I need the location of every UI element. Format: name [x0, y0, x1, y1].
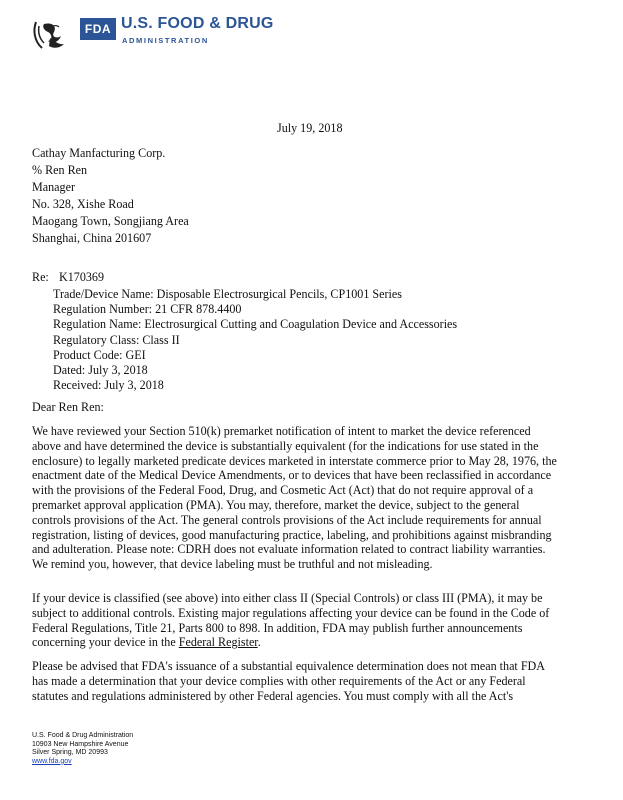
paragraph-line: We have reviewed your Section 510(k) premarket notification of intent to market the device referenced — [32, 424, 531, 438]
paragraph-3 — [32, 659, 592, 703]
paragraph-line: Please be advised that FDA's issuance of a substantial equivalence determination does not mean that FDA — [32, 659, 546, 673]
footer-line: U.S. Food & Drug Administration — [32, 732, 134, 739]
paragraph-line: and adulteration. Please note: CDRH does not evaluate information related to contract liability warranties. — [32, 542, 546, 557]
paragraph-line: controls provisions of the Act. The general controls provisions of the Act include requirements for annual — [32, 512, 542, 527]
paragraph-text: concerning your device in the — [32, 635, 179, 650]
address-line: Cathay Manfacturing Corp. — [32, 146, 166, 160]
recipient-address — [32, 145, 189, 247]
agency-name: U.S. FOOD & DRUG — [121, 15, 274, 32]
address-line: Manager — [32, 180, 75, 194]
address-line: % Ren Ren — [32, 163, 88, 177]
paragraph-line: above and have determined the device is substantially equivalent (for the indications for use stated in the — [32, 438, 539, 453]
paragraph-line: with the provisions of the Federal Food, Drug, and Cosmetic Act (Act) that do not require approval of a — [32, 483, 534, 498]
re-line: Regulatory Class: Class II — [53, 332, 180, 347]
greeting: Dear Ren Ren: — [32, 400, 104, 414]
re-details — [53, 287, 457, 393]
letter-date: July 19, 2018 — [277, 121, 343, 135]
paragraph-1 — [32, 424, 592, 572]
re-line: Product Code: GEI — [53, 347, 146, 362]
paragraph-line: Federal Regulations, Title 21, Parts 800 to 898. In addition, FDA may publish further announcements — [32, 620, 523, 635]
footer-line: 10903 New Hampshire Avenue — [32, 740, 129, 748]
address-line: Maogang Town, Songjiang Area — [32, 214, 189, 228]
paragraph-line: We remind you, however, that device labeling must be truthful and not misleading. — [32, 557, 433, 572]
paragraph-line: enactment date of the Medical Device Amendments, or to devices that have been reclassified in accordance — [32, 468, 552, 483]
footer-line: Silver Spring, MD 20993 — [32, 749, 108, 757]
re-line: Regulation Number: 21 CFR 878.4400 — [53, 302, 242, 317]
paragraph-line: enclosure) to legally marketed predicate devices marketed in interstate commerce prior to May 28, 1976, the — [32, 453, 557, 468]
agency-subtitle: ADMINISTRATION — [122, 36, 209, 45]
paragraph-line: registration, listing of devices, good manufacturing practice, labeling, and prohibitions against misbranding — [32, 527, 552, 542]
federal-register-link[interactable]: Federal Register — [178, 635, 258, 650]
re-line: Received: July 3, 2018 — [53, 378, 164, 393]
re-label: Re: — [32, 270, 49, 284]
hhs-eagle-logo-icon — [30, 14, 70, 54]
re-line: Trade/Device Name: Disposable Electrosurgical Pencils, CP1001 Series — [53, 287, 402, 301]
paragraph-line: premarket approval application (PMA). You may, therefore, market the device, subject to the general — [32, 497, 520, 512]
paragraph-text: . — [257, 635, 261, 650]
footer-address — [32, 732, 133, 766]
fda-logo-box: FDA — [80, 18, 116, 40]
paragraph-line: If your device is classified (see above) into either class II (Special Controls) or class III (PMA), it may be — [32, 591, 543, 605]
paragraph-line: statutes and regulations administered by other Federal agencies. You must comply with all the Act's — [32, 688, 514, 703]
paragraph-line — [32, 635, 592, 650]
address-line: Shanghai, China 201607 — [32, 231, 152, 245]
address-line: No. 328, Xishe Road — [32, 197, 134, 211]
re-line: Regulation Name: Electrosurgical Cutting and Coagulation Device and Accessories — [53, 317, 458, 332]
re-line: Dated: July 3, 2018 — [53, 363, 148, 378]
paragraph-2 — [32, 591, 592, 650]
paragraph-line: subject to additional controls. Existing major regulations affecting your device can be found in the Code of — [32, 605, 550, 620]
re-number: K170369 — [59, 270, 105, 284]
fda-website-link[interactable]: www.fda.gov — [32, 757, 72, 765]
paragraph-line: has made a determination that your device complies with other requirements of the Act or any Federal — [32, 673, 526, 688]
